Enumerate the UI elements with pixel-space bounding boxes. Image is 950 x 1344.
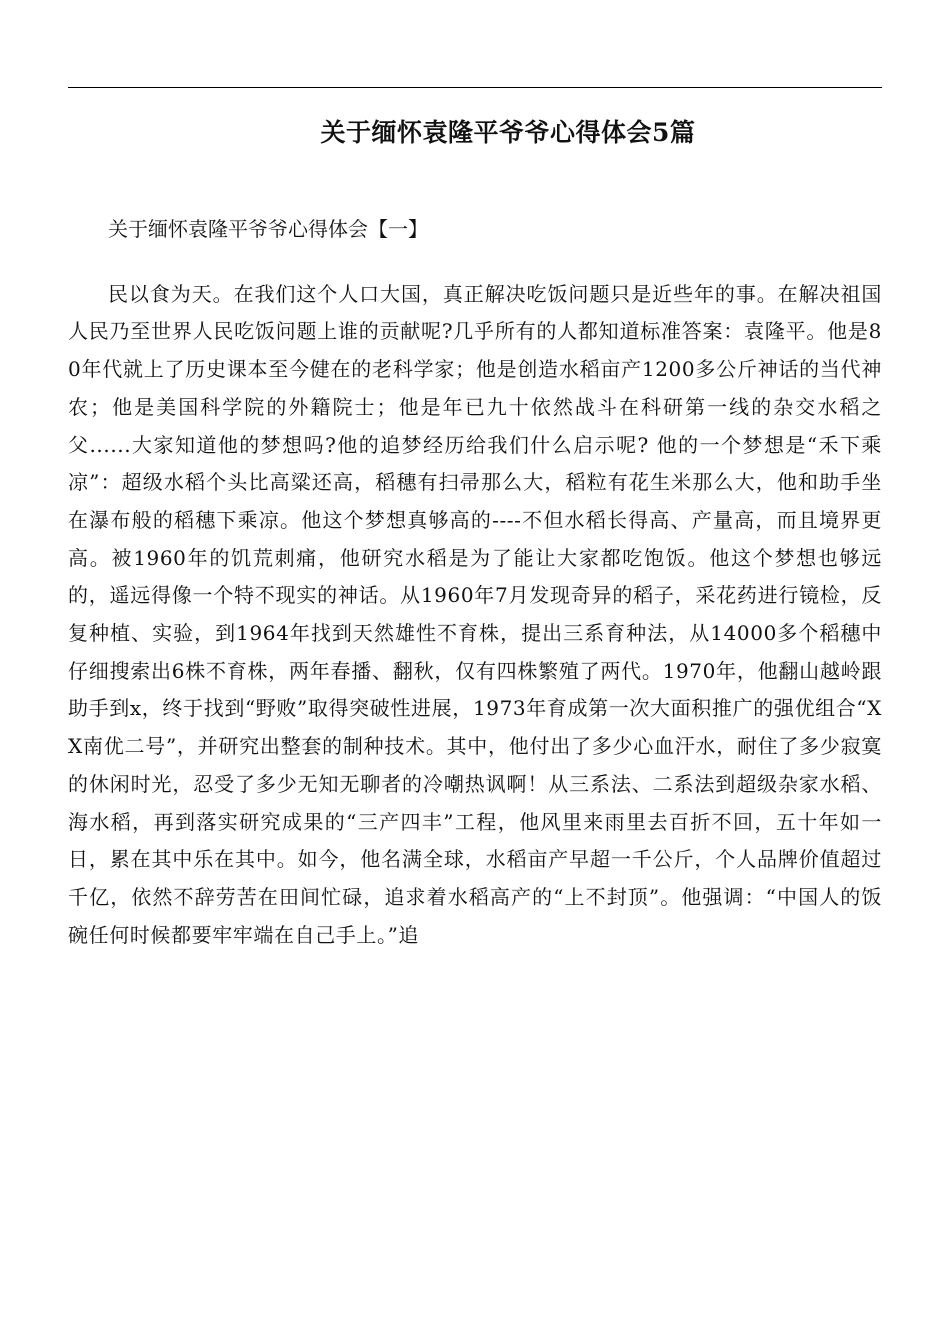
document-title: 关于缅怀袁隆平爷爷心得体会5篇 xyxy=(320,117,696,147)
document-body xyxy=(68,211,882,954)
body-paragraph: 民以食为天。在我们这个人口大国，真正解决吃饭问题只是近些年的事。在解决祖国人民乃至世界人民吃饭问题上谁的贡献呢?几乎所有的人都知道标准答案：袁隆平。他是80年代就上了历史课本至今健在的老科学家；他是创造水稻亩产1200多公斤神话的当代神农；他是美国科学院的外籍院士；他是年已九十依然战斗在科研第一线的杂交水稻之父......大家知道他的梦想吗?他的追梦经历给我们什么启示呢? 他的一个梦想是“禾下乘凉”：超级水稻个头比高粱还高，稻穗有扫帚那么大，稻粒有花生米那么大，他和助手坐在瀑布般的稻穗下乘凉。他这个梦想真够高的----不但水稻长得高、产量高，而且境界更高。被1960年的饥荒刺痛，他研究水稻是为了能让大家都吃饱饭。他这个梦想也够远的，遥远得像一个特不现实的神话。从1960年7月发现奇异的稻子，采花药进行镜检，反复种植、实验，到1964年找到天然雄性不育株，提出三系育种法，从14000多个稻穗中仔细搜索出6株不育株，两年春播、翻秋，仅有四株繁殖了两代。1970年，他翻山越岭跟助手到x，终于找到“野败”取得突破性进展，1973年育成第一次大面积推广的强优组合“XX南优二号”，并研究出整套的制种技术。其中，他付出了多少心血汗水，耐住了多少寂寞的休闲时光，忍受了多少无知无聊者的冷嘲热讽啊！从三系法、二系法到超级杂家水稻、海水稻，再到落实研究成果的“三产四丰”工程，他风里来雨里去百折不回，五十年如一日，累在其中乐在其中。如今，他名满全球，水稻亩产早超一千公斤，个人品牌价值超过千亿，依然不辞劳苦在田间忙碌，追求着水稻高产的“上不封顶”。他强调：“中国人的饭碗任何时候都要牢牢端在自己手上。”追 xyxy=(68,281,882,947)
header-rule xyxy=(68,87,882,88)
section-heading: 关于缅怀袁隆平爷爷心得体会【一】 xyxy=(108,217,428,241)
